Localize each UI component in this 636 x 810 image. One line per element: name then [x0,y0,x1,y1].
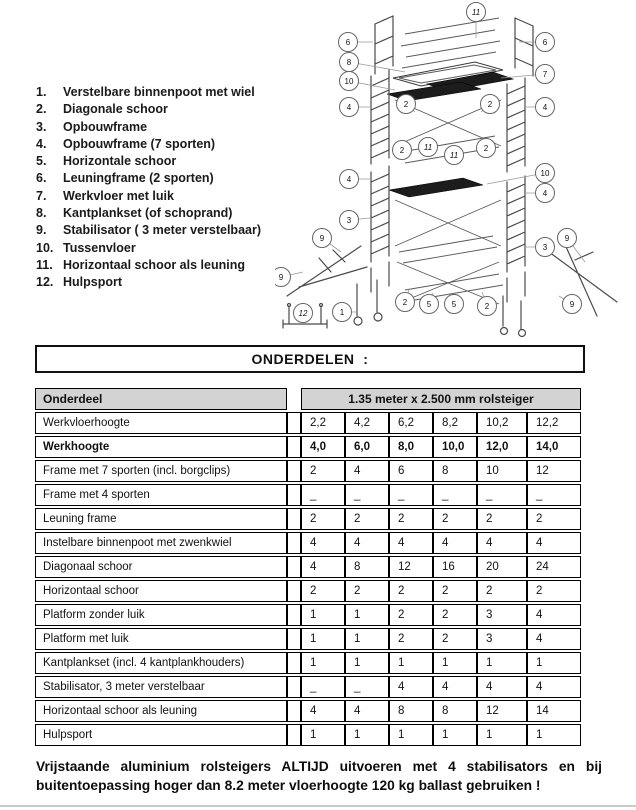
separator-cell [287,652,301,674]
separator-cell [287,532,301,554]
callout-number: 11 [449,151,459,160]
row-value: 4 [527,532,581,554]
callout-number: 11 [423,143,433,152]
table-row [35,460,581,482]
list-item-label: Kantplankset (of schoprand) [63,206,233,221]
callout-number: 10 [540,169,550,178]
row-value: 1 [345,724,389,746]
row-value: 4 [345,532,389,554]
separator-cell [287,628,301,650]
row-value: 2 [345,580,389,602]
row-value: 2 [527,580,581,602]
row-value: 6 [389,460,433,482]
callout-number: 2 [484,302,490,311]
row-value: 2 [477,580,527,602]
row-value: 4 [433,676,477,698]
list-item [36,274,282,291]
row-value: 2 [345,508,389,530]
row-label: Frame met 7 sporten (incl. borgclips) [35,460,287,482]
row-value: 1 [527,724,581,746]
list-item [36,136,282,153]
list-item-label: Opbouwframe (7 sporten) [63,136,216,151]
callout-5 [420,295,439,314]
header-size: 1.35 meter x 2.500 mm rolsteiger [301,388,581,410]
separator-cell [287,436,301,458]
table-row [35,532,581,554]
callout-4 [340,98,359,117]
callout-4 [536,184,555,203]
list-item [36,170,282,187]
list-item-number: 2. [36,102,47,117]
row-value: 8 [433,460,477,482]
callout-2 [478,297,497,316]
callout-number: 12 [298,309,308,318]
callout-9 [558,229,577,248]
row-label: Leuning frame [35,508,287,530]
callout-10 [340,72,359,91]
guardrail-frame-right [515,18,533,76]
row-value: 1 [389,724,433,746]
callout-number: 11 [471,8,481,17]
list-item-number: 1. [36,85,47,99]
row-value: 16 [433,556,477,578]
table-row [35,412,581,434]
row-label: Platform zonder luik [35,604,287,626]
callout-12 [294,304,313,323]
row-value: 1 [433,652,477,674]
callout-number: 2 [403,100,409,109]
row-value: _ [433,484,477,506]
row-value: 24 [527,556,581,578]
row-value: 2 [389,508,433,530]
callout-number: 3 [542,243,548,252]
callout-11 [419,138,438,157]
callout-number: 3 [346,216,352,225]
list-item-label: Werkvloer met luik [63,188,174,203]
table-row [35,676,581,698]
ladder-frame-left-lower [371,166,389,292]
warning-text: Vrijstaande aluminium rolsteigers ALTIJD uitvoeren met 4 stabilisators en bij buitentoepassing hoger dan 8.2 meter vloerhoogte 120 kg ballast gebruiken ! [36,759,602,793]
callout-number: 8 [346,58,352,67]
row-value: 12 [477,700,527,722]
row-label: Kantplankset (incl. 4 kantplankhouders) [35,652,287,674]
row-value: 4 [389,532,433,554]
callout-number: 6 [345,38,351,47]
callout-10 [536,164,555,183]
row-value: 1 [433,724,477,746]
callout-number: 9 [564,234,570,243]
callout-2 [397,95,416,114]
callout-1 [333,303,352,322]
row-value: 1 [301,652,345,674]
parts-table-body [35,412,581,746]
callout-number: 2 [487,100,493,109]
table-row [35,580,581,602]
row-value: 12,2 [527,412,581,434]
stabilizer-right [549,240,617,316]
list-item-label: Tussenvloer [63,240,136,255]
row-value: 12,0 [477,436,527,458]
row-value: 2 [477,508,527,530]
row-value: 8 [345,556,389,578]
list-item-number: 7. [36,188,47,203]
callout-3 [536,238,555,257]
ladder-frame-right-upper [507,78,525,172]
callout-layer [275,3,585,323]
row-value: 8,2 [433,412,477,434]
row-value: _ [301,676,345,698]
list-item-number: 5. [36,154,47,169]
header-separator [287,388,301,410]
callout-number: 4 [346,175,352,184]
table-row [35,484,581,506]
guardrail-frame-left [375,16,393,74]
list-item [36,222,282,239]
row-value: 8,0 [389,436,433,458]
callout-number: 7 [542,70,548,79]
separator-cell [287,508,301,530]
parts-table [35,386,581,748]
list-item-number: 11. [36,257,53,272]
table-row [35,724,581,746]
table-row [35,508,581,530]
row-value: 1 [477,652,527,674]
row-label: Diagonaal schoor [35,556,287,578]
row-value: 3 [477,628,527,650]
table-row [35,556,581,578]
separator-cell [287,484,301,506]
callout-11 [467,3,486,22]
row-label: Werkvloerhoogte [35,412,287,434]
row-value: _ [345,676,389,698]
callout-2 [396,293,415,312]
row-value: 4 [389,676,433,698]
list-item [36,257,282,274]
callout-number: 2 [483,144,489,153]
callout-7 [536,65,555,84]
callout-2 [481,95,500,114]
row-value: 6,2 [389,412,433,434]
row-value: 2 [301,508,345,530]
row-value: 4 [301,700,345,722]
callout-number: 9 [569,300,575,309]
caster-wheels-left [354,280,382,325]
row-value: 6,0 [345,436,389,458]
row-label: Frame met 4 sporten [35,484,287,506]
row-value: 1 [477,724,527,746]
list-item [36,84,282,101]
row-value: 8 [389,700,433,722]
row-value: 4 [477,532,527,554]
callout-4 [536,98,555,117]
row-value: 2 [527,508,581,530]
row-value: 4 [433,532,477,554]
bottom-rule [0,805,636,807]
row-value: _ [527,484,581,506]
list-item-number: 9. [36,223,47,238]
row-value: 12 [527,460,581,482]
separator-cell [287,604,301,626]
row-label: Instelbare binnenpoot met zwenkwiel [35,532,287,554]
row-value: 2 [301,580,345,602]
row-value: 4 [477,676,527,698]
row-value: 12 [389,556,433,578]
list-item-number: 10. [36,240,54,255]
callout-number: 9 [319,234,325,243]
row-value: 4,0 [301,436,345,458]
list-item-number: 12. [36,275,54,290]
section-title: ONDERDELEN : [251,351,369,367]
row-value: 2,2 [301,412,345,434]
callout-number: 2 [402,298,408,307]
list-item [36,188,282,205]
row-value: 4 [301,532,345,554]
row-value: 2 [433,580,477,602]
row-value: 20 [477,556,527,578]
row-value: 1 [301,724,345,746]
list-item-number: 3. [36,119,47,134]
callout-number: 9 [278,273,284,282]
callout-number: 1 [339,308,345,317]
callout-2 [393,141,412,160]
table-row [35,628,581,650]
row-value: 1 [345,652,389,674]
list-item [36,205,282,222]
callout-4 [340,170,359,189]
separator-cell [287,676,301,698]
separator-cell [287,412,301,434]
callout-8 [340,53,359,72]
list-item-label: Leuningframe (2 sporten) [63,171,214,186]
separator-cell [287,700,301,722]
ladder-frame-left-upper [371,70,389,164]
header-onderdeel: Onderdeel [35,388,287,410]
callout-number: 5 [451,300,457,309]
table-header-row [35,388,581,410]
row-value: 10 [477,460,527,482]
list-item-label: Horizontaal schoor als leuning [63,257,245,272]
row-value: _ [301,484,345,506]
row-value: 1 [389,652,433,674]
list-item [36,240,282,257]
list-item-number: 8. [36,206,47,221]
separator-cell [287,580,301,602]
table-row [35,652,581,674]
row-value: 4 [301,556,345,578]
separator-cell [287,556,301,578]
list-item [36,153,282,170]
list-item-label: Horizontale schoor [63,154,177,169]
list-item [36,119,282,136]
top-guardrails [401,18,500,68]
row-value: 2 [433,604,477,626]
list-item-label: Opbouwframe [63,119,148,134]
table-row [35,700,581,722]
table-row [35,604,581,626]
row-value: 2 [389,604,433,626]
parts-list [36,84,282,292]
callout-number: 4 [346,103,352,112]
row-value: 4 [527,604,581,626]
row-value: 2 [301,460,345,482]
row-label: Horizontaal schoor [35,580,287,602]
callout-number: 4 [542,103,548,112]
horizontal-schoren [399,236,503,301]
separator-cell [287,460,301,482]
list-item-label: Verstelbare binnenpoot met wiel [63,85,255,99]
row-value: 2 [389,580,433,602]
list-item-label: Stabilisator ( 3 meter verstelbaar) [63,223,261,238]
row-value: _ [477,484,527,506]
list-item-number: 4. [36,136,47,151]
list-item-label: Diagonale schoor [63,102,168,117]
callout-3 [340,211,359,230]
row-value: 1 [301,604,345,626]
stabilizer-left [287,246,367,296]
callout-number: 5 [426,300,432,309]
caster-wheels-right [501,296,526,337]
row-value: 14,0 [527,436,581,458]
row-value: 1 [345,628,389,650]
row-label: Platform met luik [35,628,287,650]
row-value: 3 [477,604,527,626]
scaffold-diagram [275,0,636,340]
row-value: 4 [345,700,389,722]
row-value: 2 [433,628,477,650]
callout-9 [563,295,582,314]
row-value: 4,2 [345,412,389,434]
callout-number: 4 [542,189,548,198]
row-label: Hulpsport [35,724,287,746]
callout-6 [339,33,358,52]
row-value: 4 [345,460,389,482]
callout-number: 6 [542,38,548,47]
row-value: _ [345,484,389,506]
row-label: Stabilisator, 3 meter verstelbaar [35,676,287,698]
row-value: 1 [301,628,345,650]
callout-2 [477,139,496,158]
list-item-number: 6. [36,171,47,186]
section-title-box [35,345,585,373]
row-value: 10,0 [433,436,477,458]
ladder-frame-right-lower [507,176,525,302]
row-label: Werkhoogte [35,436,287,458]
row-value: 1 [345,604,389,626]
parts-table-wrap [35,386,583,748]
row-value: 2 [389,628,433,650]
row-value: 2 [433,508,477,530]
row-value: 4 [527,628,581,650]
list-item-label: Hulpsport [63,275,123,290]
table-row [35,436,581,458]
callout-11 [445,146,464,165]
row-value: 14 [527,700,581,722]
callout-9 [313,229,332,248]
intermediate-platform-mid [389,178,483,197]
callout-number: 2 [399,146,405,155]
list-item [36,101,282,118]
row-value: 1 [527,652,581,674]
row-value: _ [389,484,433,506]
callout-9 [275,268,291,287]
row-value: 4 [527,676,581,698]
callout-6 [536,33,555,52]
callout-number: 10 [344,77,354,86]
separator-cell [287,724,301,746]
callout-5 [445,295,464,314]
row-value: 10,2 [477,412,527,434]
row-label: Horizontaal schoor als leuning [35,700,287,722]
row-value: 8 [433,700,477,722]
